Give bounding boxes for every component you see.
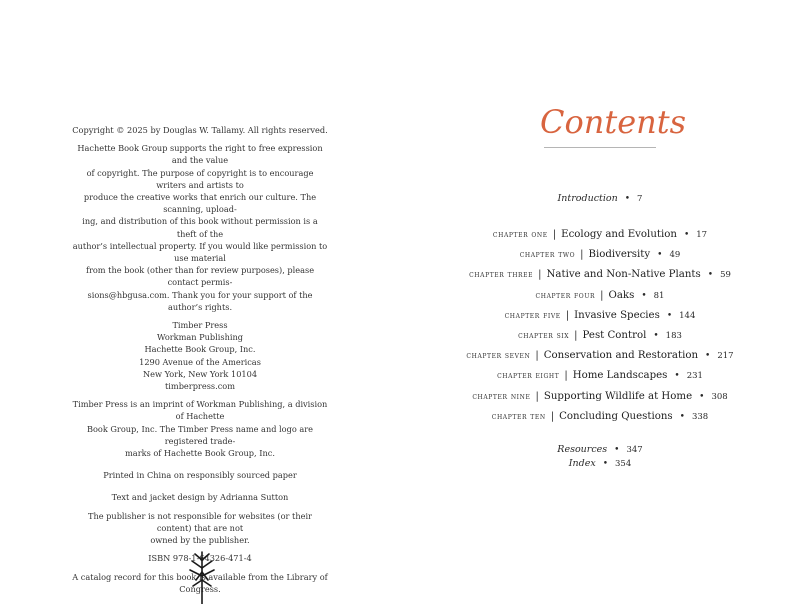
rights-line: author’s intellectual property. If you would like permission to use material [72,240,328,264]
separator: | [550,410,555,422]
rights-paragraph [72,142,328,313]
page-number: 81 [653,290,665,301]
copyright-block [72,124,328,595]
toc-resources[interactable] [530,443,670,457]
back-matter-label: Index [568,458,596,469]
isbn: ISBN 978-1-64326-471-4 [148,553,252,564]
separator: | [538,269,542,281]
toc-chapter-row[interactable] [400,242,800,262]
separator: | [600,289,604,301]
toc-chapter-row[interactable] [400,384,800,404]
bullet: • [641,290,647,301]
toc-chapter-row[interactable] [400,222,800,242]
address-line: New York, New York 10104 [142,368,258,379]
chapter-title: Conservation and Restoration [543,350,699,362]
separator: | [574,329,578,341]
address-line: Workman Publishing [156,332,244,343]
toc-chapter-row[interactable] [400,262,800,282]
publisher-address [72,319,328,392]
address-line: Timber Press [172,320,228,331]
page-number: 354 [615,459,632,469]
bullet: • [657,250,663,261]
chapter-title: Native and Non-Native Plants [546,269,701,281]
page-number: 217 [717,351,734,362]
bullet: • [653,330,659,341]
chapter-title: Biodiversity [588,249,651,261]
copyright-page [0,0,400,600]
toc-index[interactable] [530,457,670,471]
design-credit: Text and jacket design by Adrianna Sutton [111,492,289,503]
back-matter-label: Resources [557,444,608,455]
chapter-number: chapter nine [472,390,531,401]
tree-icon [186,548,218,604]
intro-label: Introduction [557,193,618,204]
imprint-paragraph [72,398,328,459]
bullet: • [679,411,685,422]
copyright-line: Copyright © 2025 by Douglas W. Tallamy. All rights reserved. [72,125,328,135]
rights-line: sions@hbgusa.com. Thank you for your support of the author’s rights. [87,289,313,312]
rights-line: produce the creative works that enrich our culture. The scanning, upload- [83,192,317,215]
page-number: 59 [720,270,731,281]
page-number: 308 [711,391,728,402]
bullet: • [707,270,714,281]
address-line: 1290 Avenue of the Americas [139,356,261,367]
bullet: • [683,230,690,240]
printed-line: Printed in China on responsibly sourced paper [103,470,297,481]
publisher-website: timberpress.com [165,381,235,392]
bullet: • [674,371,680,382]
title-rule [544,147,656,148]
toc-introduction[interactable] [530,192,670,206]
toc-chapter-row[interactable] [400,283,800,303]
page-number: 347 [626,445,643,455]
disclaimer-line: The publisher is not responsible for websites (or their content) that are not [88,510,312,533]
rights-line: of copyright. The purpose of copyright is to encourage writers and artists to [86,167,314,190]
chapter-number: chapter eight [497,370,560,381]
page-number: 231 [686,371,703,382]
separator: | [535,390,539,402]
chapter-number: chapter two [519,249,576,260]
chapter-number: chapter one [492,229,548,239]
imprint-line: marks of Hachette Book Group, Inc. [125,448,275,459]
separator: | [535,350,539,362]
page-number: 17 [696,230,708,240]
toc-chapter-row[interactable] [400,363,800,383]
rights-line: ing, and distribution of this book without permission is a theft of the [82,216,318,239]
bullet: • [602,459,608,469]
chapter-title: Supporting Wildlife at Home [543,390,693,402]
rights-line: from the book (other than for review purposes), please contact permis- [85,265,315,288]
chapter-number: chapter five [504,309,561,320]
toc-chapter-row[interactable] [400,303,800,323]
chapter-title: Ecology and Evolution [561,229,677,240]
rights-line: Hachette Book Group supports the right to free expression and the value [77,143,323,166]
toc-chapter-row[interactable] [400,404,800,424]
chapter-title: Oaks [608,289,635,301]
chapter-number: chapter seven [466,350,531,361]
chapter-number: chapter three [469,269,534,280]
page-number: 49 [669,250,681,261]
catalog-record: A catalog record for this book is available from the Library of Congress. [72,571,328,594]
toc-back-matter [530,443,670,471]
disclaimer [72,510,328,547]
toc-chapter-row[interactable] [400,323,800,343]
bullet: • [614,445,620,455]
toc-chapter-row[interactable] [400,343,800,363]
separator: | [564,370,568,382]
page-number: 183 [665,330,682,341]
separator: | [565,309,570,321]
toc-chapter-list [400,222,800,424]
address-line: Hachette Book Group, Inc. [144,344,256,355]
chapter-title: Concluding Questions [559,410,673,422]
chapter-title: Pest Control [582,329,647,341]
imprint-line: Book Group, Inc. The Timber Press name and logo are registered trade- [86,423,314,446]
separator: | [580,249,584,261]
separator: | [552,229,557,240]
page-number: 338 [691,411,709,422]
chapter-title: Home Landscapes [572,370,668,382]
bullet: • [705,351,711,362]
bullet: • [666,310,673,321]
bullet: • [699,391,705,402]
page-number: 144 [679,310,696,321]
contents-page [400,0,800,600]
chapter-number: chapter ten [491,410,546,421]
disclaimer-line: owned by the publisher. [150,535,250,546]
contents-title: Contents [540,103,687,141]
chapter-number: chapter four [535,289,596,300]
imprint-line: Timber Press is an imprint of Workman Publishing, a division of Hachette [72,399,328,422]
chapter-title: Invasive Species [574,309,660,321]
chapter-number: chapter six [518,329,570,340]
bullet: • [624,194,631,204]
page-number: 7 [637,194,643,204]
